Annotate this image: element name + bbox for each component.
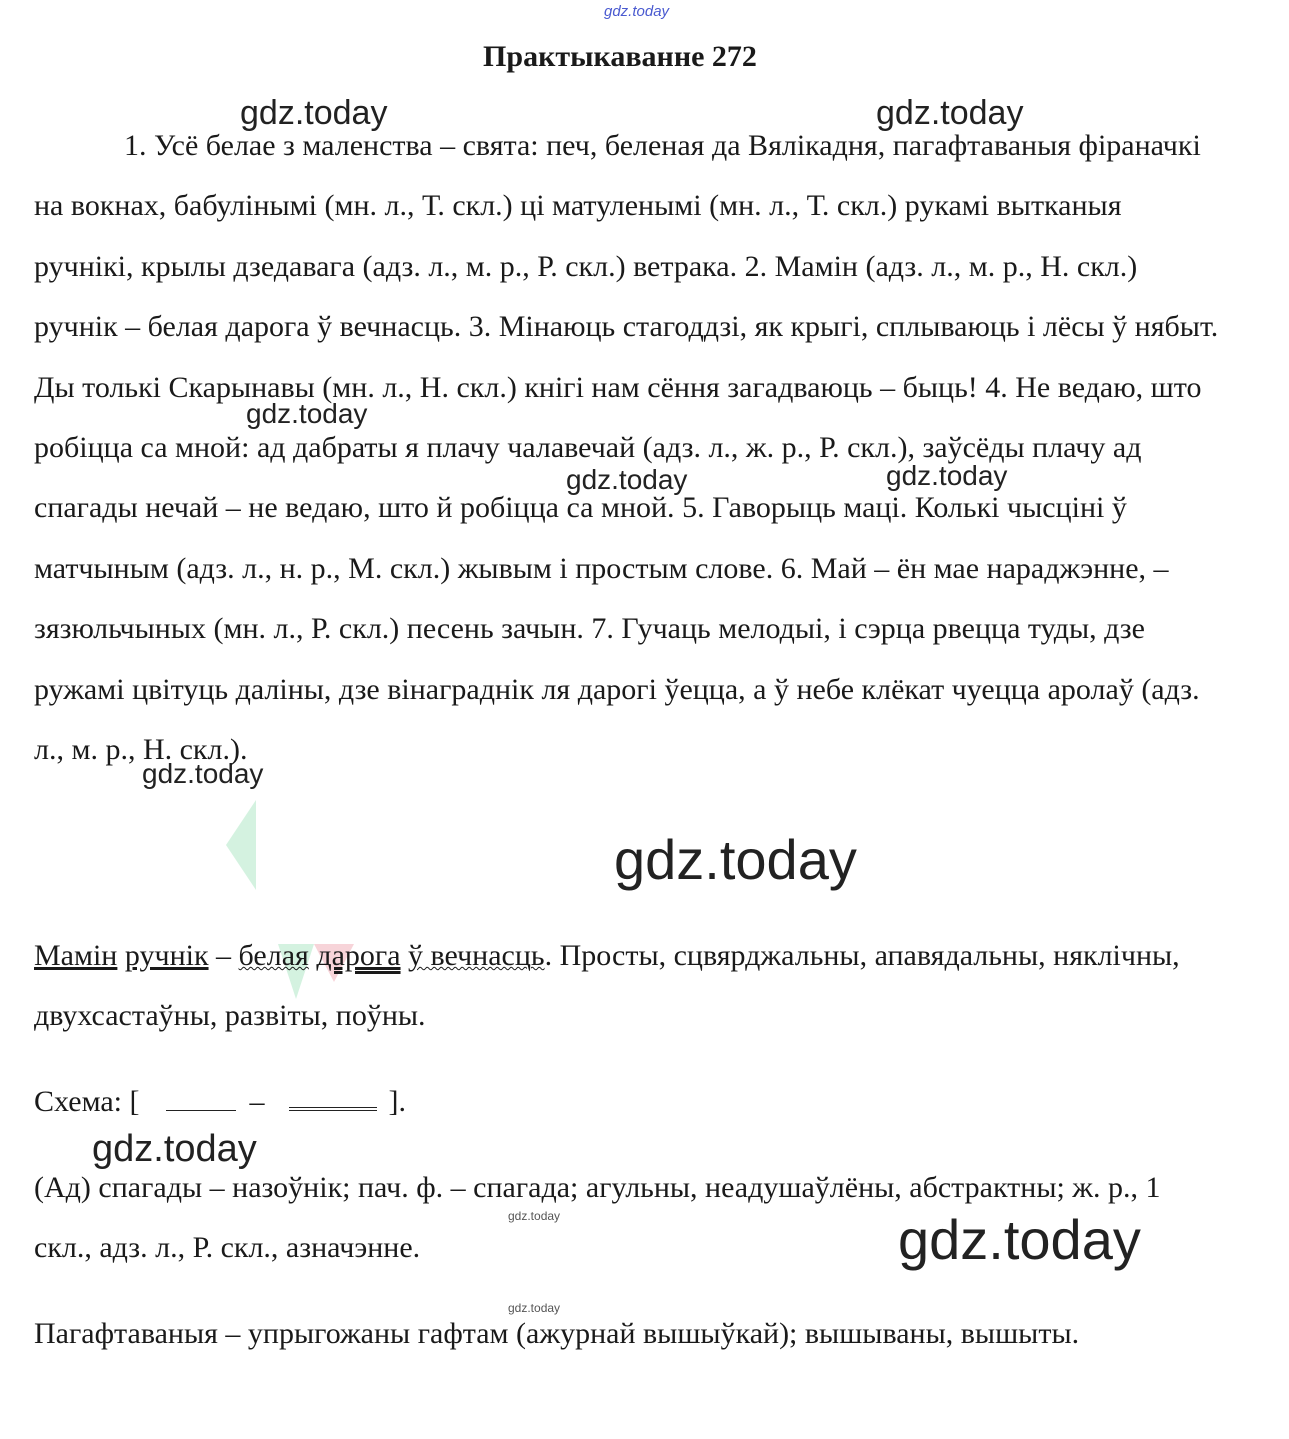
decorative-arrow bbox=[226, 800, 256, 890]
watermark: gdz.today bbox=[566, 464, 688, 495]
dash: – bbox=[216, 939, 232, 972]
watermark-small: gdz.today bbox=[508, 1301, 561, 1315]
predicate-line bbox=[289, 1087, 377, 1111]
schema-end: ]. bbox=[388, 1085, 406, 1118]
sentence-3: 3. Мінаюць стагоддзі, як крыгі, сплываюць і лёсы ў нябыт. Ды толькі Скарынавы (мн. л., Н. скл.) кнігі нам сёння загадваюць – быць! bbox=[34, 310, 1219, 404]
sentence-4: 4. Не ведаю, што робіцца са мной: ад дабраты я плачу чалавечай (адз. л., ж. р., Р. скл.), заўсёды плачу ад спагады нечай – не ведаю, што й робіцца са мной. bbox=[34, 370, 1202, 525]
analysis-text: . Просты, сцвярджальны, апавядальны, няклічны, двухсастаўны, развіты, поўны. bbox=[34, 939, 1180, 1033]
sentence-2: 2. Мамін (адз. л., м. р., Н. скл.) ручнік – белая дарога ў вечнасць. bbox=[34, 249, 1138, 344]
sentence-analysis bbox=[34, 926, 1219, 1047]
modifier-word: ў вечнасць bbox=[408, 939, 545, 972]
sentence-5: 5. Гаворыць маці. Колькі чысціні ў матчыным (адз. л., н. р., М. скл.) жывым і простым слове. bbox=[34, 491, 1127, 585]
watermark-small: gdz.today bbox=[508, 1209, 561, 1223]
attribute-word: белая bbox=[238, 939, 309, 972]
schema-label: Схема: [ bbox=[34, 1085, 140, 1118]
watermark: gdz.today bbox=[92, 1128, 257, 1170]
schema-dash: – bbox=[249, 1085, 265, 1118]
attribute-word: Мамін bbox=[34, 939, 118, 972]
sentence-6: 6. Май – ён мае нараджэнне, – зязюльчыных (мн. л., Р. скл.) песень зачын. bbox=[34, 551, 1169, 646]
sentence-7: 7. Гучаць мелодыі, і сэрца рвецца туды, дзе ружамі цвітуць даліны, дзе вінаграднік ля дарогі ўецца, а ў небе клёкат чуецца аролаў (адз. л., м. р., Н. скл.). bbox=[34, 612, 1200, 767]
watermark-top: gdz.today bbox=[604, 3, 670, 20]
page-title: Практыкаванне 272 bbox=[483, 40, 757, 73]
predicate-word: дарога bbox=[316, 939, 401, 972]
exercise-text bbox=[34, 116, 1219, 780]
watermark: gdz.today bbox=[876, 94, 1024, 132]
lexical-analysis: Пагафтаваныя – упрыгожаны гафтам (ажурнай вышыўкай); вышываны, вышыты. bbox=[34, 1317, 1080, 1350]
watermark-large: gdz.today bbox=[614, 828, 857, 891]
watermark: gdz.today bbox=[246, 398, 368, 429]
watermark: gdz.today bbox=[142, 758, 264, 789]
watermark: gdz.today bbox=[240, 94, 388, 132]
subject-line bbox=[166, 1088, 236, 1111]
watermark: gdz.today bbox=[886, 460, 1008, 491]
schema bbox=[34, 1072, 1219, 1132]
sentence-1: 1. Усё белае з маленства – свята: печ, беленая да Вялікадня, пагафтаваныя фіраначкі на вокнах, бабулінымі (мн. л., Т. скл.) ці матуленымі (мн. л., Т. скл.) рукамі вытканыя ручнікі, крылы дзедавага (адз. л., м. р., Р. скл.) ветрака. bbox=[34, 129, 1201, 283]
watermark-large: gdz.today bbox=[898, 1208, 1141, 1271]
subject-word: ручнік bbox=[124, 939, 209, 972]
morphological-analysis: (Ад) спагады – назоўнік; пач. ф. – спагада; агульны, неадушаўлёны, абстрактны; ж. р., 1 скл., адз. л., Р. скл., азначэнне. bbox=[34, 1171, 1161, 1265]
